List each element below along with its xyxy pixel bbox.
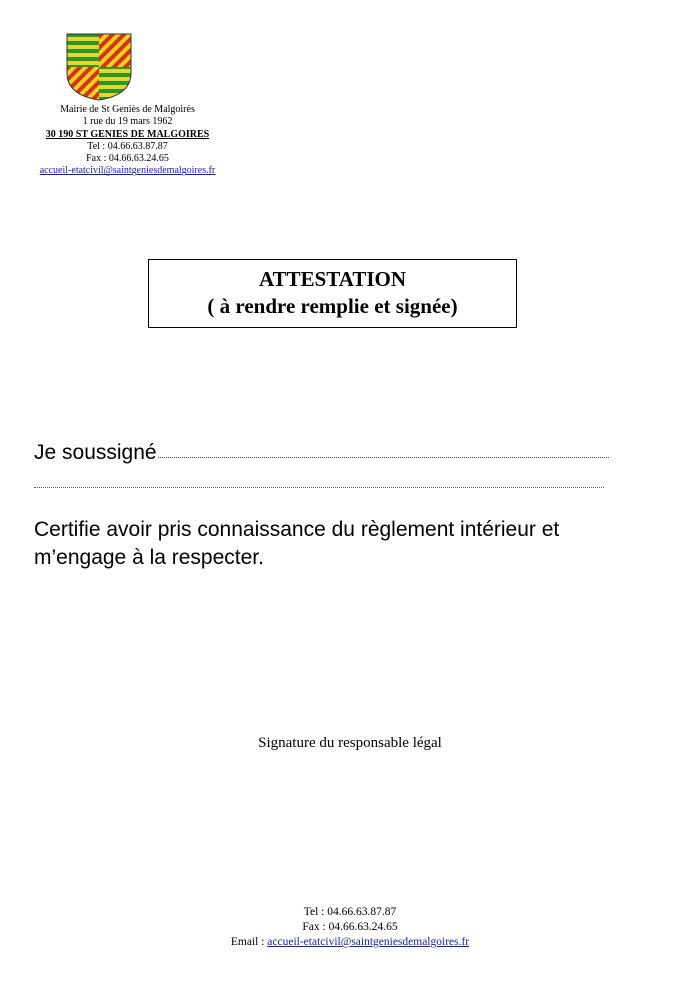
undersigned-fill-line <box>158 456 609 458</box>
certify-paragraph <box>34 516 634 572</box>
coat-of-arms-logo <box>66 33 132 101</box>
document-title: ATTESTATION <box>258 267 407 291</box>
mairie-city: 30 190 ST GENIES DE MALGOIRES <box>45 128 210 140</box>
undersigned-fill-line-2 <box>34 486 604 488</box>
certify-line-2: m’engage à la respecter. <box>34 546 264 569</box>
undersigned-label: Je soussigné <box>34 441 157 464</box>
mairie-fax: Fax : 04.66.63.24.65 <box>86 153 169 165</box>
footer-email-row <box>150 935 550 950</box>
mairie-email-link[interactable]: accueil-etatcivil@saintgeniesdemalgoires.fr <box>39 165 216 177</box>
mairie-header <box>25 104 230 178</box>
certify-line-1: Certifie avoir pris connaissance du règlement intérieur et <box>34 518 560 541</box>
footer-fax: Fax : 04.66.63.24.65 <box>302 921 398 933</box>
mairie-name: Mairie de St Geniès de Malgoirès <box>60 104 195 115</box>
mairie-tel: Tel : 04.66.63.87.87 <box>87 140 168 152</box>
title-box <box>148 259 517 328</box>
document-subtitle: ( à rendre remplie et signée) <box>207 294 458 318</box>
page-footer <box>150 905 550 950</box>
undersigned-line <box>34 439 609 465</box>
footer-email-link[interactable]: accueil-etatcivil@saintgeniesdemalgoires.fr <box>267 936 470 948</box>
footer-email-label: Email : <box>230 936 268 948</box>
footer-tel: Tel : 04.66.63.87.87 <box>303 906 397 918</box>
signature-label: Signature du responsable légal <box>258 735 442 751</box>
mairie-street: 1 rue du 19 mars 1962 <box>82 116 173 128</box>
